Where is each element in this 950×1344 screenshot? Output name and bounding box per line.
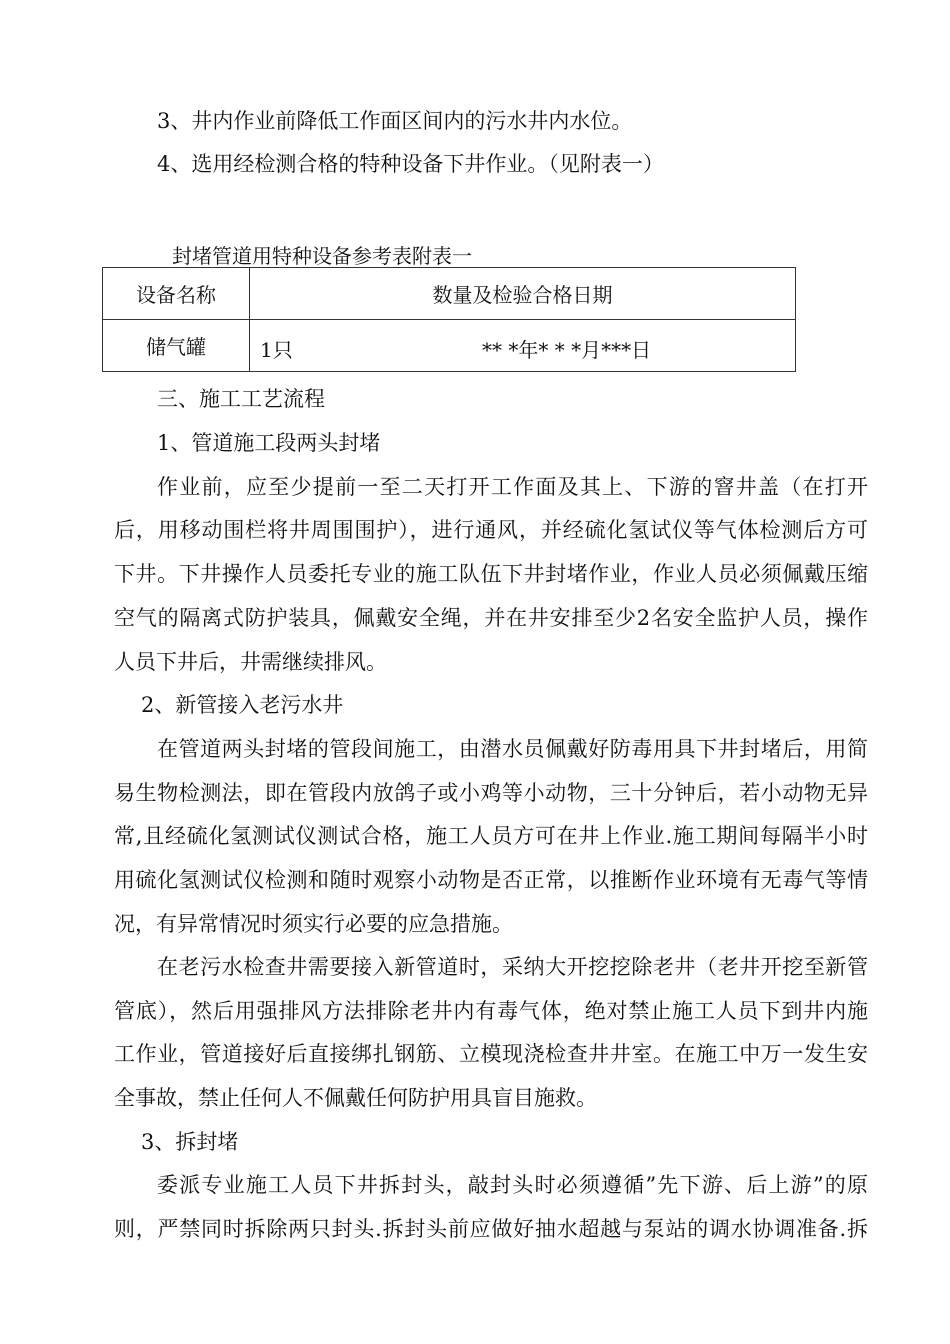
step3-line: 则，严禁同时拆除两只封头.拆封头前应做好抽水超越与泵站的调水协调准备.拆 — [114, 1217, 868, 1241]
step2-line: 在管道两头封堵的管段间施工，由潜水员佩戴好防毒用具下井封堵后，用简 — [157, 737, 868, 761]
cell-quantity-date — [250, 320, 796, 372]
step3-heading: 3、拆封堵 — [141, 1130, 239, 1154]
item-4-text: 4、选用经检测合格的特种设备下井作业。（见附表一） — [157, 152, 664, 176]
step2-line: 况，有异常情况时须实行必要的应急措施。 — [114, 912, 513, 936]
header-quantity-date: 数量及检验合格日期 — [250, 268, 796, 320]
cell-quantity: 1只 — [260, 338, 293, 362]
table-header-row — [103, 268, 796, 320]
cell-inspection-date: ** *年* * *月***日 — [482, 338, 652, 362]
header-equipment-name: 设备名称 — [103, 268, 250, 320]
cell-equipment-name: 储气罐 — [103, 320, 250, 372]
step1-line: 人员下井后，井需继续排风。 — [114, 650, 387, 674]
step2-heading: 2、新管接入老污水井 — [141, 693, 344, 717]
table-caption: 封堵管道用特种设备参考表附表一 — [172, 244, 472, 268]
step3-line: 委派专业施工人员下井拆封头，敲封头时必须遵循”先下游、后上游”的原 — [157, 1173, 868, 1197]
step2-line: 管底），然后用强排风方法排除老井内有毒气体，绝对禁止施工人员下到井内施 — [114, 999, 868, 1023]
step2-line: 工作业，管道接好后直接绑扎钢筋、立模现浇检查井井室。在施工中万一发生安 — [114, 1042, 868, 1066]
step1-line: 后，用移动围栏将井周围围护），进行通风，并经硫化氢试仪等气体检测后方可 — [114, 518, 868, 542]
equipment-table — [102, 267, 796, 372]
step2-line: 全事故，禁止任何人不佩戴任何防护用具盲目施救。 — [114, 1086, 597, 1110]
step2-line: 在老污水检查井需要接入新管道时，采纳大开挖挖除老井（老井开挖至新管 — [157, 955, 868, 979]
step2-line: 易生物检测法，即在管段内放鸽子或小鸡等小动物，三十分钟后，若小动物无异 — [114, 781, 868, 805]
table-row — [103, 320, 796, 372]
item-3-text: 3、井内作业前降低工作面区间内的污水井内水位。 — [157, 109, 633, 133]
step1-line: 作业前，应至少提前一至二天打开工作面及其上、下游的窨井盖（在打开 — [157, 475, 868, 499]
section-title: 三、施工工艺流程 — [157, 387, 325, 411]
step1-line: 下井。下井操作人员委托专业的施工队伍下井封堵作业，作业人员必须佩戴压缩 — [114, 562, 868, 586]
step2-line: 用硫化氢测试仪检测和随时观察小动物是否正常，以推断作业环境有无毒气等情 — [114, 868, 868, 892]
step1-heading: 1、管道施工段两头封堵 — [157, 431, 381, 455]
step2-line: 常,且经硫化氢测试仪测试合格，施工人员方可在井上作业.施工期间每隔半小时 — [114, 824, 868, 848]
step1-line: 空气的隔离式防护装具，佩戴安全绳，并在井安排至少2名安全监护人员，操作 — [114, 606, 868, 630]
